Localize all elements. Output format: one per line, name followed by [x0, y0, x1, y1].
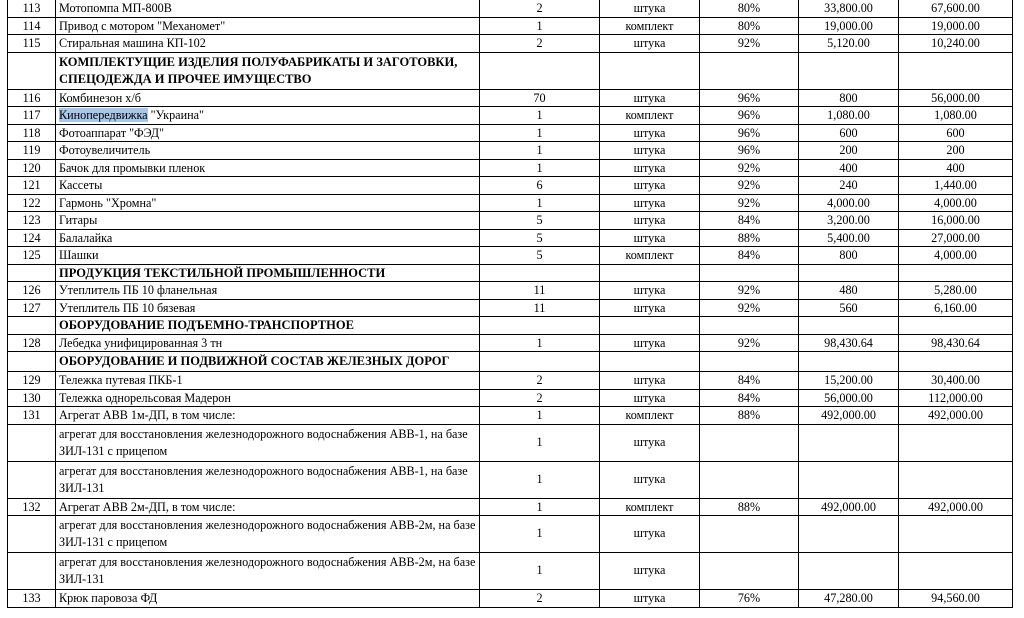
row-number-empty	[8, 352, 56, 372]
item-price: 492,000.00	[799, 407, 899, 425]
empty-cell	[480, 264, 600, 282]
item-percent: 92%	[700, 177, 799, 195]
item-quantity: 1	[480, 424, 600, 461]
item-percent: 88%	[700, 498, 799, 516]
sub-item-name: агрегат для восстановления железнодорожного водоснабжения АВВ-2м, на базе ЗИЛ-131	[56, 553, 480, 590]
item-percent: 96%	[700, 124, 799, 142]
row-number: 131	[8, 407, 56, 425]
empty-cell	[899, 352, 1013, 372]
empty-cell	[700, 461, 799, 498]
item-unit: штука	[600, 177, 700, 195]
item-percent: 88%	[700, 407, 799, 425]
table-row	[8, 282, 1013, 300]
item-quantity: 2	[480, 35, 600, 53]
item-sum: 27,000.00	[899, 229, 1013, 247]
empty-cell	[899, 52, 1013, 89]
empty-cell	[480, 317, 600, 335]
item-quantity: 1	[480, 194, 600, 212]
item-quantity: 2	[480, 372, 600, 390]
item-percent: 92%	[700, 334, 799, 352]
item-name: Агрегат АВВ 2м-ДП, в том числе:	[56, 498, 480, 516]
empty-cell	[480, 352, 600, 372]
item-sum: 19,000.00	[899, 17, 1013, 35]
row-number: 116	[8, 89, 56, 107]
row-number: 130	[8, 389, 56, 407]
item-quantity: 1	[480, 498, 600, 516]
item-sum: 16,000.00	[899, 212, 1013, 230]
item-quantity: 2	[480, 389, 600, 407]
item-sum: 5,280.00	[899, 282, 1013, 300]
item-quantity: 70	[480, 89, 600, 107]
item-unit: штука	[600, 516, 700, 553]
item-unit: комплект	[600, 498, 700, 516]
item-unit: штука	[600, 124, 700, 142]
empty-cell	[600, 352, 700, 372]
item-unit: штука	[600, 159, 700, 177]
item-sum: 6,160.00	[899, 299, 1013, 317]
item-name: Бачок для промывки пленок	[56, 159, 480, 177]
item-name: Агрегат АВВ 1м-ДП, в том числе:	[56, 407, 480, 425]
item-percent: 84%	[700, 372, 799, 390]
item-sum: 98,430.64	[899, 334, 1013, 352]
item-name: Утеплитель ПБ 10 бязевая	[56, 299, 480, 317]
table-row	[8, 498, 1013, 516]
row-number: 123	[8, 212, 56, 230]
row-number-empty	[8, 424, 56, 461]
section-title: ОБОРУДОВАНИЕ ПОДЪЕМНО-ТРАНСПОРТНОЕ	[56, 317, 480, 335]
item-price: 600	[799, 124, 899, 142]
empty-cell	[899, 461, 1013, 498]
item-price: 3,200.00	[799, 212, 899, 230]
item-percent: 80%	[700, 17, 799, 35]
item-name: Крюк паровоза ФД	[56, 590, 480, 608]
inventory-sheet	[7, 0, 1012, 608]
item-percent: 92%	[700, 194, 799, 212]
row-number-empty	[8, 264, 56, 282]
item-percent: 92%	[700, 299, 799, 317]
item-unit: комплект	[600, 17, 700, 35]
empty-cell	[799, 317, 899, 335]
section-header-row	[8, 264, 1013, 282]
item-quantity: 1	[480, 407, 600, 425]
section-title: ОБОРУДОВАНИЕ И ПОДВИЖНОЙ СОСТАВ ЖЕЛЕЗНЫХ ДОРОГ	[56, 352, 480, 372]
row-number: 114	[8, 17, 56, 35]
item-sum: 4,000.00	[899, 194, 1013, 212]
item-sum: 400	[899, 159, 1013, 177]
item-unit: штука	[600, 35, 700, 53]
item-unit: штука	[600, 553, 700, 590]
item-sum: 94,560.00	[899, 590, 1013, 608]
empty-cell	[799, 461, 899, 498]
empty-cell	[700, 264, 799, 282]
item-price: 400	[799, 159, 899, 177]
empty-cell	[799, 52, 899, 89]
empty-cell	[700, 424, 799, 461]
item-unit: комплект	[600, 107, 700, 125]
item-name: Балалайка	[56, 229, 480, 247]
sub-item-name: агрегат для восстановления железнодорожного водоснабжения АВВ-2м, на базе ЗИЛ-131 с прицепом	[56, 516, 480, 553]
item-percent: 88%	[700, 229, 799, 247]
empty-cell	[799, 424, 899, 461]
item-unit: штука	[600, 372, 700, 390]
item-unit: штука	[600, 461, 700, 498]
table-row	[8, 194, 1013, 212]
item-percent: 96%	[700, 107, 799, 125]
table-row	[8, 299, 1013, 317]
item-sum: 200	[899, 142, 1013, 160]
table-row	[8, 89, 1013, 107]
table-row	[8, 407, 1013, 425]
inventory-table-body	[8, 0, 1013, 607]
empty-cell	[899, 516, 1013, 553]
item-unit: штука	[600, 334, 700, 352]
sub-item-name: агрегат для восстановления железнодорожного водоснабжения АВВ-1, на базе ЗИЛ-131 с прицепом	[56, 424, 480, 461]
item-percent: 84%	[700, 389, 799, 407]
item-quantity: 1	[480, 107, 600, 125]
item-name: Фотоаппарат "ФЭД"	[56, 124, 480, 142]
item-percent: 96%	[700, 142, 799, 160]
row-number-empty	[8, 516, 56, 553]
row-number: 115	[8, 35, 56, 53]
item-sum: 600	[899, 124, 1013, 142]
table-row	[8, 177, 1013, 195]
item-price: 240	[799, 177, 899, 195]
item-price: 56,000.00	[799, 389, 899, 407]
item-name: Гармонь "Хромна"	[56, 194, 480, 212]
empty-cell	[899, 264, 1013, 282]
table-row	[8, 389, 1013, 407]
item-name: Тележка путевая ПКБ-1	[56, 372, 480, 390]
item-price: 560	[799, 299, 899, 317]
item-unit: комплект	[600, 407, 700, 425]
item-name: Кассеты	[56, 177, 480, 195]
item-name: Тележка однорельсовая Мадерон	[56, 389, 480, 407]
item-unit: штука	[600, 282, 700, 300]
table-row	[8, 17, 1013, 35]
item-quantity: 1	[480, 334, 600, 352]
table-row	[8, 212, 1013, 230]
item-sum: 492,000.00	[899, 498, 1013, 516]
item-price: 33,800.00	[799, 0, 899, 17]
item-quantity: 1	[480, 516, 600, 553]
row-number: 113	[8, 0, 56, 17]
item-percent: 92%	[700, 35, 799, 53]
table-row	[8, 0, 1013, 17]
empty-cell	[899, 553, 1013, 590]
section-header-row	[8, 317, 1013, 335]
sub-item-row	[8, 516, 1013, 553]
item-price: 5,120.00	[799, 35, 899, 53]
table-row	[8, 247, 1013, 265]
item-quantity: 2	[480, 0, 600, 17]
table-row	[8, 159, 1013, 177]
item-unit: штука	[600, 590, 700, 608]
section-title: ПРОДУКЦИЯ ТЕКСТИЛЬНОЙ ПРОМЫШЛЕННОСТИ	[56, 264, 480, 282]
item-percent: 92%	[700, 159, 799, 177]
item-price: 492,000.00	[799, 498, 899, 516]
item-name: Гитары	[56, 212, 480, 230]
row-number: 122	[8, 194, 56, 212]
row-number: 120	[8, 159, 56, 177]
item-quantity: 5	[480, 212, 600, 230]
item-quantity: 5	[480, 229, 600, 247]
item-quantity: 1	[480, 124, 600, 142]
text-selection-highlight[interactable]: Кинопередвижка	[59, 108, 148, 122]
item-price: 800	[799, 89, 899, 107]
table-row	[8, 107, 1013, 125]
item-quantity: 1	[480, 159, 600, 177]
row-number: 127	[8, 299, 56, 317]
item-price: 5,400.00	[799, 229, 899, 247]
item-percent: 96%	[700, 89, 799, 107]
item-percent: 92%	[700, 282, 799, 300]
item-sum: 67,600.00	[899, 0, 1013, 17]
empty-cell	[700, 52, 799, 89]
item-quantity: 11	[480, 282, 600, 300]
empty-cell	[799, 264, 899, 282]
item-unit: штука	[600, 89, 700, 107]
table-row	[8, 229, 1013, 247]
sub-item-row	[8, 553, 1013, 590]
item-sum: 1,080.00	[899, 107, 1013, 125]
item-price: 19,000.00	[799, 17, 899, 35]
row-number-empty	[8, 52, 56, 89]
row-number: 126	[8, 282, 56, 300]
item-price: 200	[799, 142, 899, 160]
row-number: 132	[8, 498, 56, 516]
sub-item-row	[8, 424, 1013, 461]
table-row	[8, 334, 1013, 352]
empty-cell	[600, 317, 700, 335]
item-quantity: 1	[480, 461, 600, 498]
item-quantity: 11	[480, 299, 600, 317]
empty-cell	[700, 516, 799, 553]
item-quantity: 1	[480, 142, 600, 160]
empty-cell	[700, 352, 799, 372]
item-name	[56, 107, 480, 125]
item-name: Комбинезон х/б	[56, 89, 480, 107]
row-number: 118	[8, 124, 56, 142]
item-sum: 112,000.00	[899, 389, 1013, 407]
item-sum: 4,000.00	[899, 247, 1013, 265]
item-unit: штука	[600, 389, 700, 407]
item-percent: 84%	[700, 247, 799, 265]
item-unit: штука	[600, 229, 700, 247]
table-row	[8, 124, 1013, 142]
section-header-row	[8, 52, 1013, 89]
row-number-empty	[8, 553, 56, 590]
item-unit: комплект	[600, 247, 700, 265]
item-name: Стиральная машина КП-102	[56, 35, 480, 53]
item-quantity: 1	[480, 553, 600, 590]
item-percent: 76%	[700, 590, 799, 608]
table-row	[8, 590, 1013, 608]
item-price: 15,200.00	[799, 372, 899, 390]
item-name-rest: "Украина"	[147, 108, 205, 122]
item-sum: 1,440.00	[899, 177, 1013, 195]
empty-cell	[899, 317, 1013, 335]
row-number: 119	[8, 142, 56, 160]
row-number: 117	[8, 107, 56, 125]
table-row	[8, 142, 1013, 160]
item-name: Утеплитель ПБ 10 фланельная	[56, 282, 480, 300]
item-price: 800	[799, 247, 899, 265]
item-quantity: 6	[480, 177, 600, 195]
item-price: 98,430.64	[799, 334, 899, 352]
item-unit: штука	[600, 424, 700, 461]
item-name: Лебедка унифицированная 3 тн	[56, 334, 480, 352]
row-number: 128	[8, 334, 56, 352]
row-number: 129	[8, 372, 56, 390]
item-name: Шашки	[56, 247, 480, 265]
row-number-empty	[8, 461, 56, 498]
row-number: 121	[8, 177, 56, 195]
item-quantity: 5	[480, 247, 600, 265]
empty-cell	[799, 553, 899, 590]
item-sum: 30,400.00	[899, 372, 1013, 390]
item-unit: штука	[600, 194, 700, 212]
row-number-empty	[8, 317, 56, 335]
row-number: 133	[8, 590, 56, 608]
table-row	[8, 372, 1013, 390]
empty-cell	[799, 352, 899, 372]
section-title: КОМПЛЕКТУЩИЕ ИЗДЕЛИЯ ПОЛУФАБРИКАТЫ И ЗАГОТОВКИ, СПЕЦОДЕЖДА И ПРОЧЕЕ ИМУЩЕСТВО	[56, 52, 480, 89]
row-number: 125	[8, 247, 56, 265]
item-percent: 80%	[700, 0, 799, 17]
table-row	[8, 35, 1013, 53]
item-unit: штука	[600, 299, 700, 317]
empty-cell	[600, 264, 700, 282]
item-price: 480	[799, 282, 899, 300]
empty-cell	[480, 52, 600, 89]
item-quantity: 2	[480, 590, 600, 608]
item-quantity: 1	[480, 17, 600, 35]
item-price: 4,000.00	[799, 194, 899, 212]
item-name: Привод с мотором "Механомет"	[56, 17, 480, 35]
item-unit: штука	[600, 212, 700, 230]
item-percent: 84%	[700, 212, 799, 230]
empty-cell	[899, 424, 1013, 461]
empty-cell	[799, 516, 899, 553]
sub-item-name: агрегат для восстановления железнодорожного водоснабжения АВВ-1, на базе ЗИЛ-131	[56, 461, 480, 498]
row-number: 124	[8, 229, 56, 247]
item-name: Фотоувеличитель	[56, 142, 480, 160]
section-header-row	[8, 352, 1013, 372]
item-sum: 10,240.00	[899, 35, 1013, 53]
empty-cell	[700, 553, 799, 590]
item-unit: штука	[600, 0, 700, 17]
inventory-table	[7, 0, 1013, 608]
item-name: Мотопомпа МП-800В	[56, 0, 480, 17]
sub-item-row	[8, 461, 1013, 498]
item-unit: штука	[600, 142, 700, 160]
empty-cell	[600, 52, 700, 89]
item-price: 1,080.00	[799, 107, 899, 125]
item-sum: 56,000.00	[899, 89, 1013, 107]
empty-cell	[700, 317, 799, 335]
item-price: 47,280.00	[799, 590, 899, 608]
item-sum: 492,000.00	[899, 407, 1013, 425]
